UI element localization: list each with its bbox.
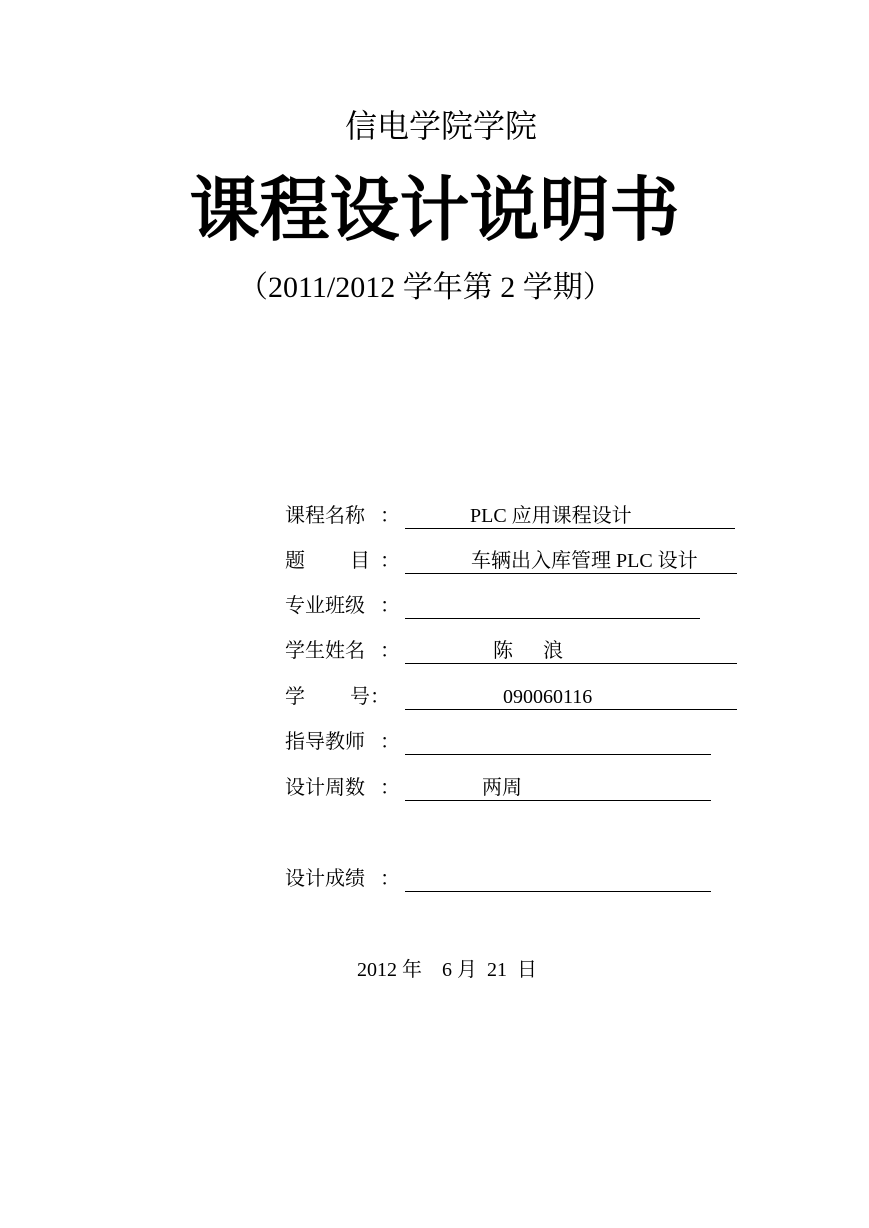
field-course-value: PLC 应用课程设计 [470,505,632,527]
field-weeks-colon: ： [380,777,400,799]
field-grade-underline [405,891,711,892]
field-advisor [285,728,745,762]
field-major-class-colon: ： [380,595,400,617]
field-student-name-underline [405,663,737,664]
field-student-name-label: 学生姓名 [285,640,365,662]
school-name: 信电学院学院 [344,108,537,144]
field-grade [285,865,745,899]
field-weeks-label: 设计周数 [285,777,365,799]
field-student-id-label-b: 号 [350,686,370,708]
field-topic [285,547,745,581]
field-weeks-underline [405,800,711,801]
field-topic-value: 车辆出入库管理 PLC 设计 [471,550,698,572]
document-title: 课程设计说明书 [189,169,680,251]
field-major-class [285,592,745,626]
field-major-class-label: 专业班级 [285,595,365,617]
field-student-id-colon: ： [370,686,390,708]
document-date: 2012 年 6 月 21 日 [357,959,537,981]
field-student-name-value: 陈 浪 [493,640,563,662]
field-topic-label [285,547,370,575]
field-advisor-colon: ： [380,731,400,753]
field-student-id [285,683,745,717]
field-advisor-underline [405,754,711,755]
field-grade-colon: ： [380,868,400,890]
field-advisor-label: 指导教师 [285,731,365,753]
field-topic-label-b: 目 [350,550,370,572]
field-grade-label: 设计成绩 [285,868,365,890]
field-student-name [285,637,745,671]
field-topic-colon: ： [380,550,400,572]
field-course-colon: ： [380,505,400,527]
field-student-id-label-a: 学 [285,686,305,708]
field-major-class-underline [405,618,700,619]
field-weeks [285,774,745,808]
field-student-id-label [285,683,370,711]
field-course-label: 课程名称 [285,505,365,527]
field-topic-label-a: 题 [285,550,305,572]
field-student-id-value: 090060116 [503,686,593,708]
field-weeks-value: 两周 [482,777,522,799]
field-student-name-colon: ： [380,640,400,662]
academic-term: （2011/2012 学年第 2 学期） [238,271,613,304]
field-course [285,502,745,536]
